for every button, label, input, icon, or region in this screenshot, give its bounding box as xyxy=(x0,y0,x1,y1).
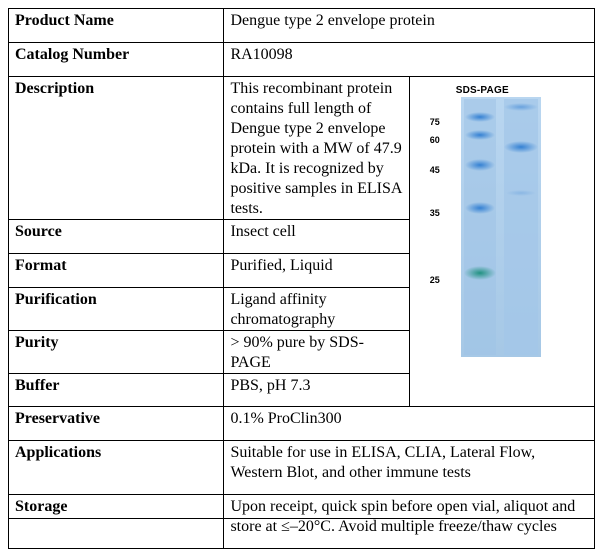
label-format: Format xyxy=(9,254,224,288)
label-catalog-number: Catalog Number xyxy=(9,43,224,77)
row-storage xyxy=(9,495,595,549)
sds-page-gel-image xyxy=(409,77,594,407)
value-preservative: 0.1% ProClin300 xyxy=(224,407,595,441)
label-purification: Purification xyxy=(9,288,224,331)
row-catalog-number xyxy=(9,43,595,77)
marker-label-60: 60 xyxy=(429,135,440,145)
gel-title: SDS-PAGE xyxy=(455,85,509,96)
sample-band-top xyxy=(504,103,538,111)
value-catalog-number: RA10098 xyxy=(224,43,595,77)
row-applications xyxy=(9,441,595,495)
row-description xyxy=(9,77,595,220)
label-product-name: Product Name xyxy=(9,9,224,43)
value-description: This recombinant protein contains full length of Dengue type 2 envelope protein with a MW of 47.9 kDa. It is recognized by positive samples in ELISA tests. xyxy=(224,77,409,220)
marker-label-75: 75 xyxy=(429,117,440,127)
value-storage: Upon receipt, quick spin before open vial, aliquot and store at ≤–20°C. Avoid multiple freeze/thaw cycles xyxy=(224,495,595,549)
label-preservative: Preservative xyxy=(9,407,224,441)
value-source: Insect cell xyxy=(224,220,409,254)
sample-lane xyxy=(504,99,538,355)
marker-band-35 xyxy=(465,202,495,214)
value-purity: > 90% pure by SDS-PAGE xyxy=(224,331,409,374)
row-product-name xyxy=(9,9,595,43)
marker-label-25: 25 xyxy=(429,275,440,285)
value-format: Purified, Liquid xyxy=(224,254,409,288)
value-product-name: Dengue type 2 envelope protein xyxy=(224,9,595,43)
marker-label-45: 45 xyxy=(429,165,440,175)
label-purity: Purity xyxy=(9,331,224,374)
product-spec-table xyxy=(8,8,595,549)
marker-band-60 xyxy=(465,130,495,140)
value-purification: Ligand affinity chromatography xyxy=(224,288,409,331)
value-applications: Suitable for use in ELISA, CLIA, Lateral Flow, Western Blot, and other immune tests xyxy=(224,441,595,495)
marker-band-45 xyxy=(465,159,495,171)
label-description: Description xyxy=(9,77,224,220)
value-buffer: PBS, pH 7.3 xyxy=(224,374,409,407)
label-applications: Applications xyxy=(9,441,224,495)
marker-label-35: 35 xyxy=(429,208,440,218)
label-buffer: Buffer xyxy=(9,374,224,407)
row-preservative xyxy=(9,407,595,441)
label-source: Source xyxy=(9,220,224,254)
marker-band-25 xyxy=(464,266,496,280)
sample-band-faint xyxy=(506,190,536,196)
sample-band-main xyxy=(504,141,538,153)
marker-band-75 xyxy=(465,112,495,122)
gel-drawing xyxy=(424,95,559,357)
label-storage: Storage xyxy=(9,495,224,549)
